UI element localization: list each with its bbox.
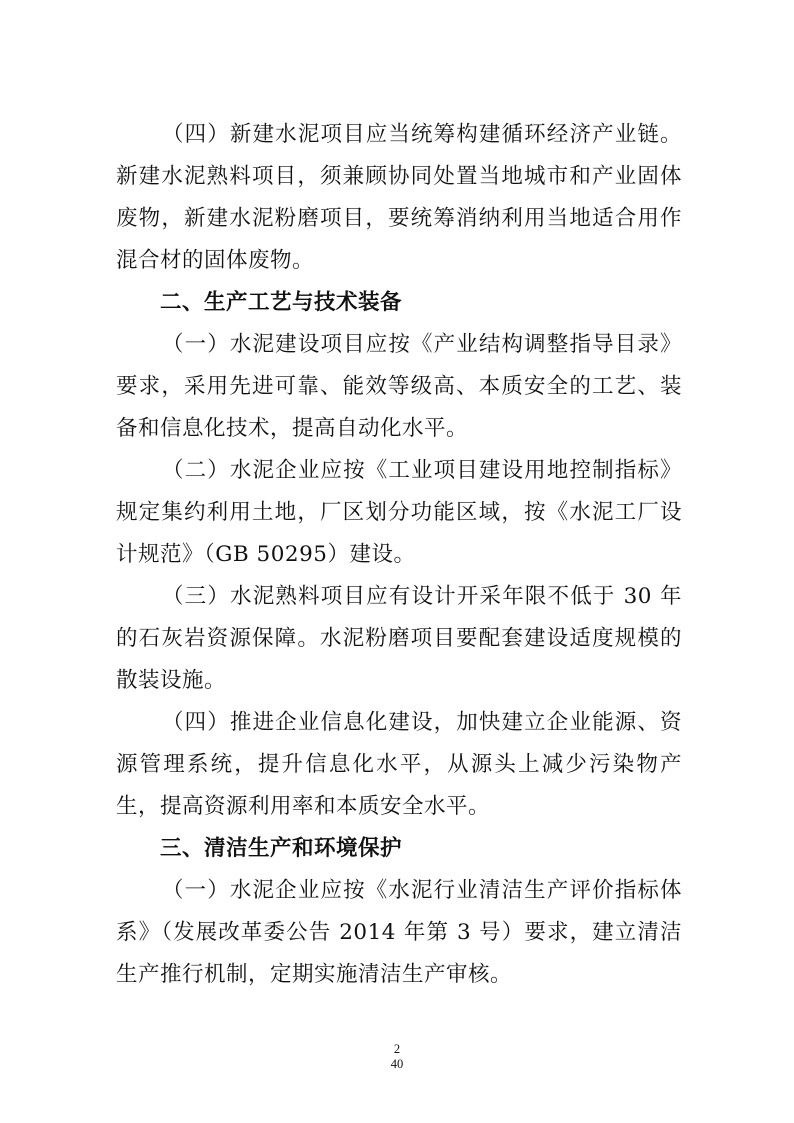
paragraph-informatization: （四）推进企业信息化建设，加快建立企业能源、资源管理系统，提升信息化水平，从源头上减少污染物产生，提高资源利用率和本质安全水平。 <box>116 710 682 819</box>
paragraph-clean-production-audit: （一）水泥企业应按《水泥行业清洁生产评价指标体系》（发展改革委公告 2014 年第 3 号）要求，建立清洁生产推行机制，定期实施清洁生产审核。 <box>116 878 682 987</box>
paragraph-industry-catalog-requirements: （一）水泥建设项目应按《产业结构调整指导目录》要求，采用先进可靠、能效等级高、本质安全的工艺、装备和信息化技术，提高自动化水平。 <box>116 332 682 441</box>
paragraph-limestone-resources: （三）水泥熟料项目应有设计开采年限不低于 30 年的石灰岩资源保障。水泥粉磨项目要配套建设适度规模的散装设施。 <box>116 584 682 693</box>
page-number-inner: 2 <box>393 1042 401 1056</box>
page-number <box>372 1042 422 1072</box>
page-number-outer: 40 <box>390 1057 404 1071</box>
section-heading-production-process: 二、生产工艺与技术装备 <box>160 290 403 315</box>
paragraph-land-use-control: （二）水泥企业应按《工业项目建设用地控制指标》规定集约利用土地，厂区划分功能区域，按《水泥工厂设计规范》（GB 50295）建设。 <box>116 458 682 567</box>
paragraph-new-cement-circular-economy: （四）新建水泥项目应当统筹构建循环经济产业链。新建水泥熟料项目，须兼顾协同处置当地城市和产业固体废物，新建水泥粉磨项目，要统筹消纳利用当地适合用作混合材的固体废物。 <box>116 122 682 273</box>
section-heading-clean-production: 三、清洁生产和环境保护 <box>160 836 403 861</box>
